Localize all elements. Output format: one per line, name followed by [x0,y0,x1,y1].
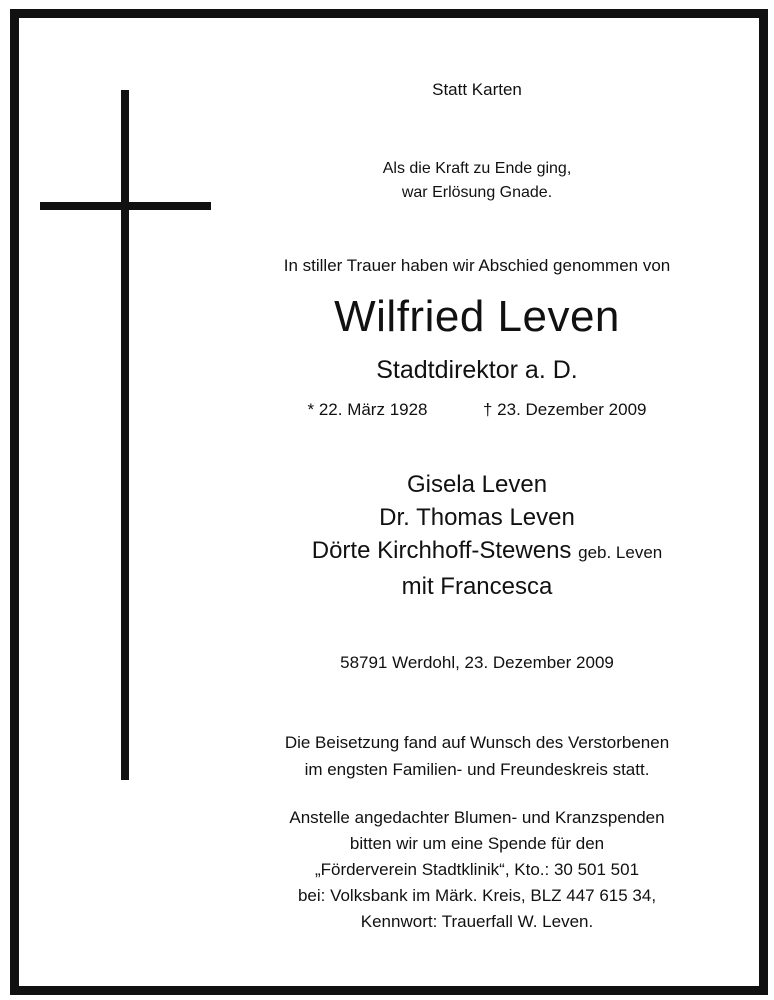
family-member-4: mit Francesca [401,573,553,600]
maiden-name: geb. Leven [578,543,663,562]
verse-line-1: Als die Kraft zu Ende ging, [382,160,572,177]
donation-line-4: bei: Volksbank im Märk. Kreis, BLZ 447 615 34, [297,886,657,905]
burial-line-1: Die Beisetzung fand auf Wunsch des Verstorbenen [284,733,670,752]
burial-line-2: im engsten Familien- und Freundeskreis statt. [304,760,650,779]
donation-line-3: „Förderverein Stadtklinik“, Kto.: 30 501 501 [314,860,640,879]
life-dates [180,400,774,420]
deceased-title: Stadtdirektor a. D. [376,356,578,384]
family-member-2: Dr. Thomas Leven [379,504,575,531]
place-date: 58791 Werdohl, 23. Dezember 2009 [340,653,614,672]
family-member-3: Dörte Kirchhoff-Stewens geb. Leven [311,537,663,564]
deceased-name: Wilfried Leven [334,292,620,341]
notice-text [180,0,774,1000]
intro-text: In stiller Trauer haben wir Abschied genommen von [283,256,671,275]
death-date: † 23. Dezember 2009 [482,400,647,419]
birth-date: * 22. März 1928 [307,400,428,419]
cross-icon [121,90,129,780]
donation-line-5: Kennwort: Trauerfall W. Leven. [360,912,594,931]
verse-line-2: war Erlösung Gnade. [401,184,553,201]
donation-line-2: bitten wir um eine Spende für den [349,834,605,853]
header-text: Statt Karten [432,80,522,99]
family-member-1: Gisela Leven [406,471,548,498]
donation-line-1: Anstelle angedachter Blumen- und Kranzspenden [289,808,665,827]
